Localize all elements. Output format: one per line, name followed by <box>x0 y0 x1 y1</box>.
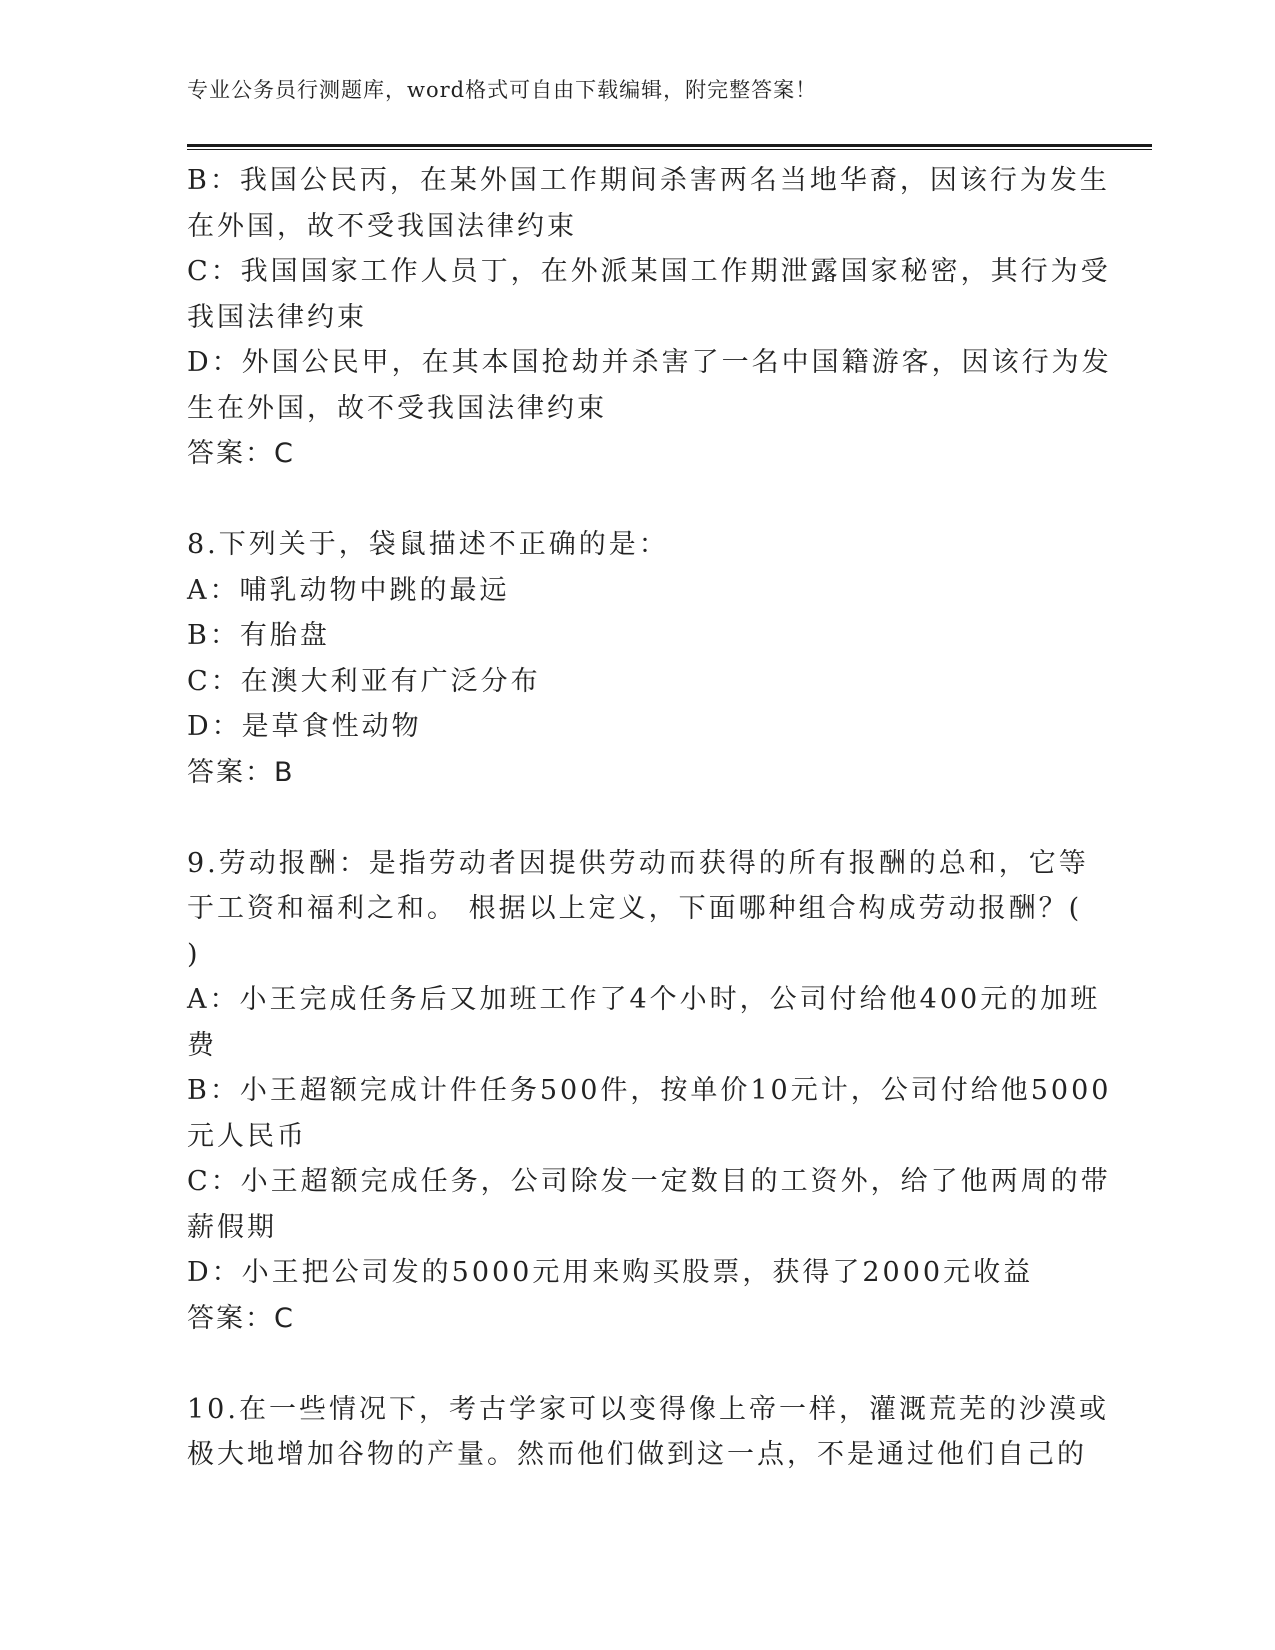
question-line: 9.劳动报酬：是指劳动者因提供劳动而获得的所有报酬的总和，它等 <box>187 847 1089 879</box>
question-9-text <box>187 841 1087 978</box>
question-9-options <box>187 977 1112 1296</box>
option-line: 生在外国，故不受我国法律约束 <box>187 392 607 424</box>
option-line: 薪假期 <box>187 1211 277 1243</box>
spacer <box>187 1341 1087 1387</box>
page-header: 专业公务员行测题库，word格式可自由下载编辑，附完整答案！ <box>187 78 818 102</box>
question-line: 于工资和福利之和。 根据以上定义，下面哪种组合构成劳动报酬？( <box>187 893 1083 924</box>
option-line: B：有胎盘 <box>187 620 330 651</box>
option-line: B：小王超额完成计件任务500件，按单价10元计，公司付给他5000 <box>187 1075 1112 1106</box>
option-line: B：我国公民丙，在某外国工作期间杀害两名当地华裔，因该行为发生 <box>187 165 1110 196</box>
question-9-answer: 答案：C <box>187 1302 295 1334</box>
option-line: C：我国国家工作人员丁，在外派某国工作期泄露国家秘密，其行为受 <box>187 256 1111 287</box>
option-line: D：外国公民甲，在其本国抢劫并杀害了一名中国籍游客，因该行为发 <box>187 347 1112 378</box>
option-line: C：小王超额完成任务，公司除发一定数目的工资外，给了他两周的带 <box>187 1166 1111 1197</box>
question-line: ) <box>187 938 201 970</box>
question-8-text: 8.下列关于，袋鼠描述不正确的是： <box>187 529 669 560</box>
option-line: D：小王把公司发的5000元用来购买股票，获得了2000元收益 <box>187 1257 1034 1288</box>
option-line: 元人民币 <box>187 1120 307 1152</box>
option-line: A：小王完成任务后又加班工作了4个小时，公司付给他400元的加班 <box>187 984 1101 1015</box>
document-body <box>187 158 1112 1478</box>
option-line: 在外国，故不受我国法律约束 <box>187 210 577 242</box>
option-line: 我国法律约束 <box>187 301 367 333</box>
spacer <box>187 795 1087 841</box>
question-7-answer: 答案：C <box>187 438 295 469</box>
option-line: A：哺乳动物中跳的最远 <box>187 574 510 606</box>
question-line: 极大地增加谷物的产量。然而他们做到这一点，不是通过他们自己的 <box>187 1439 1087 1470</box>
option-line: D：是草食性动物 <box>187 711 422 742</box>
question-7-options <box>187 158 1112 431</box>
header-rule-thick <box>187 144 1152 147</box>
question-8-answer: 答案：B <box>187 756 295 788</box>
question-8-options <box>187 568 1087 750</box>
header-rule-thin <box>187 149 1152 150</box>
question-10-text <box>187 1387 1109 1478</box>
question-line: 10.在一些情况下，考古学家可以变得像上帝一样，灌溉荒芜的沙漠或 <box>187 1393 1109 1425</box>
spacer <box>187 477 1087 523</box>
option-line: 费 <box>187 1029 217 1061</box>
option-line: C：在澳大利亚有广泛分布 <box>187 665 541 697</box>
